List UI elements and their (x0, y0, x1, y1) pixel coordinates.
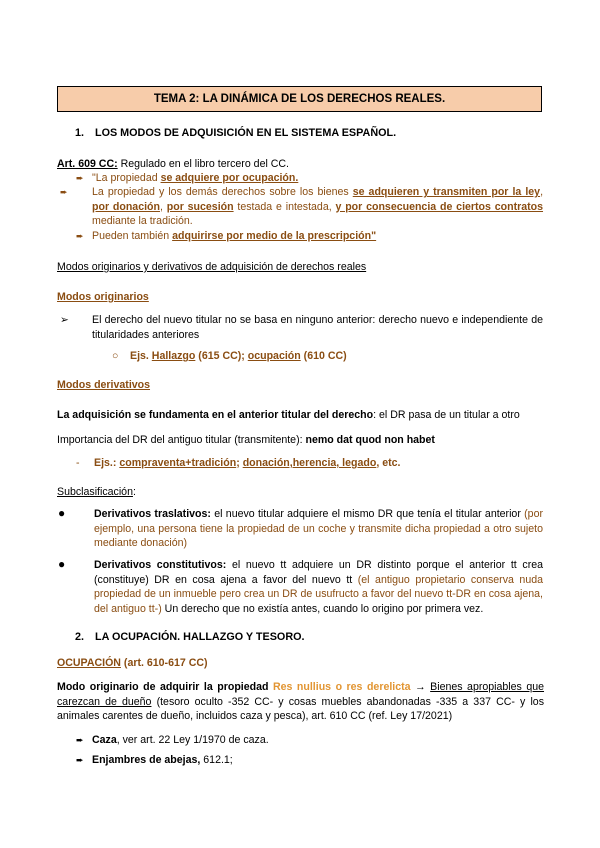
derivativos-examples: - Ejs.: compraventa+tradición; donación,herencia, legado, etc. (76, 457, 401, 469)
dot-bullet-icon: ● (58, 506, 66, 520)
originarios-heading: Modos originarios (57, 291, 149, 303)
originarios-text: ➢ El derecho del nuevo titular no se basa en ninguno anterior: derecho nuevo e independiente de titularidades anteriores (60, 314, 543, 341)
derivativos-constitutivos: ● Derivativos constitutivos: el nuevo tt adquiere un DR distinto porque el anterior tt crea (constituye) DR en cosa ajena a favor del nuevo tt (el antiguo propietario conserva nuda propiedad de un inmueble pero crea un DR de usufructo a favor del nuevo tt-DR en cosa ajena, del antiguo tt-) Un derecho que no existía antes, cuando lo origino por primera vez. (58, 557, 544, 615)
derivativos-importancia: Importancia del DR del antiguo titular (transmitente): nemo dat quod non habet (57, 434, 435, 446)
section-1-number: 1. (75, 127, 85, 139)
section-2-title: LA OCUPACIÓN. HALLAZGO Y TESORO. (94, 631, 305, 643)
art-609-text: Regulado en el libro tercero del CC. (117, 158, 289, 170)
arrow-bullet-icon: ➨ (76, 231, 84, 241)
circle-bullet-icon: ○ (112, 350, 119, 362)
modos-line: Modos originarios y derivativos de adquisición de derechos reales (57, 261, 367, 273)
ocupacion-paragraph: Modo originario de adquirir la propiedad Res nullius o res derelicta → Bienes apropiables que carezcan de dueño (tesoro oculto -352 CC- y cosas muebles abandonadas -335 a 337 CC- y los animales carentes de dueño, incluidos caza y pesca), art. 610 CC (ref. Ley 17/2021) (57, 681, 545, 723)
section-2-number: 2. (75, 631, 85, 643)
caza-item: ➨ Caza, ver art. 22 Ley 1/1970 de caza. (76, 734, 269, 746)
originarios-examples: ○ Ejs. Hallazgo (615 CC); ocupación (610 CC) (112, 350, 347, 362)
art-609-label: Art. 609 CC: (57, 158, 118, 170)
derivativos-fundamento: La adquisición se fundamenta en el anterior titular del derecho: el DR pasa de un titular a otro (57, 409, 520, 421)
subclasificacion-label: Subclasificación: (57, 486, 136, 498)
page-title: TEMA 2: LA DINÁMICA DE LOS DERECHOS REALES. (57, 86, 542, 112)
art-609-line (57, 157, 545, 172)
derivativos-heading: Modos derivativos (57, 379, 151, 391)
arrow-bullet-icon: ➨ (76, 755, 84, 765)
ocupacion-heading: OCUPACIÓN (art. 610-617 CC) (57, 657, 208, 669)
section-2-heading (75, 630, 305, 645)
arrow-bullet-icon: ➨ (76, 173, 84, 183)
section-1-heading (75, 126, 396, 141)
arrow-bullet-icon: ➨ (60, 187, 68, 197)
derivativos-traslativos: ● Derivativos traslativos: el nuevo titular adquiere el mismo DR que tenía el titular anterior (por ejemplo, una persona tiene la propiedad de un coche y transmite dicha propiedad a otro sujeto mediante donación) (58, 506, 543, 550)
art-609-bullet-2: ➨ La propiedad y los demás derechos sobre los bienes se adquieren y transmiten por la ley, por donación, por sucesión testada e intestada, y por consecuencia de ciertos contratos mediante la tradición. (60, 186, 544, 228)
dot-bullet-icon: ● (58, 557, 66, 571)
section-1-title: LOS MODOS DE ADQUISICIÓN EN EL SISTEMA ESPAÑOL. (94, 127, 397, 139)
art-609-bullet-3: ➨ Pueden también adquirirse por medio de la prescripción" (76, 230, 377, 242)
art-609-bullet-1: ➨ "La propiedad se adquiere por ocupación. (76, 172, 299, 184)
triangle-bullet-icon: ➢ (60, 314, 69, 326)
arrow-bullet-icon: ➨ (76, 735, 84, 745)
abejas-item: ➨ Enjambres de abejas, 612.1; (76, 754, 233, 766)
